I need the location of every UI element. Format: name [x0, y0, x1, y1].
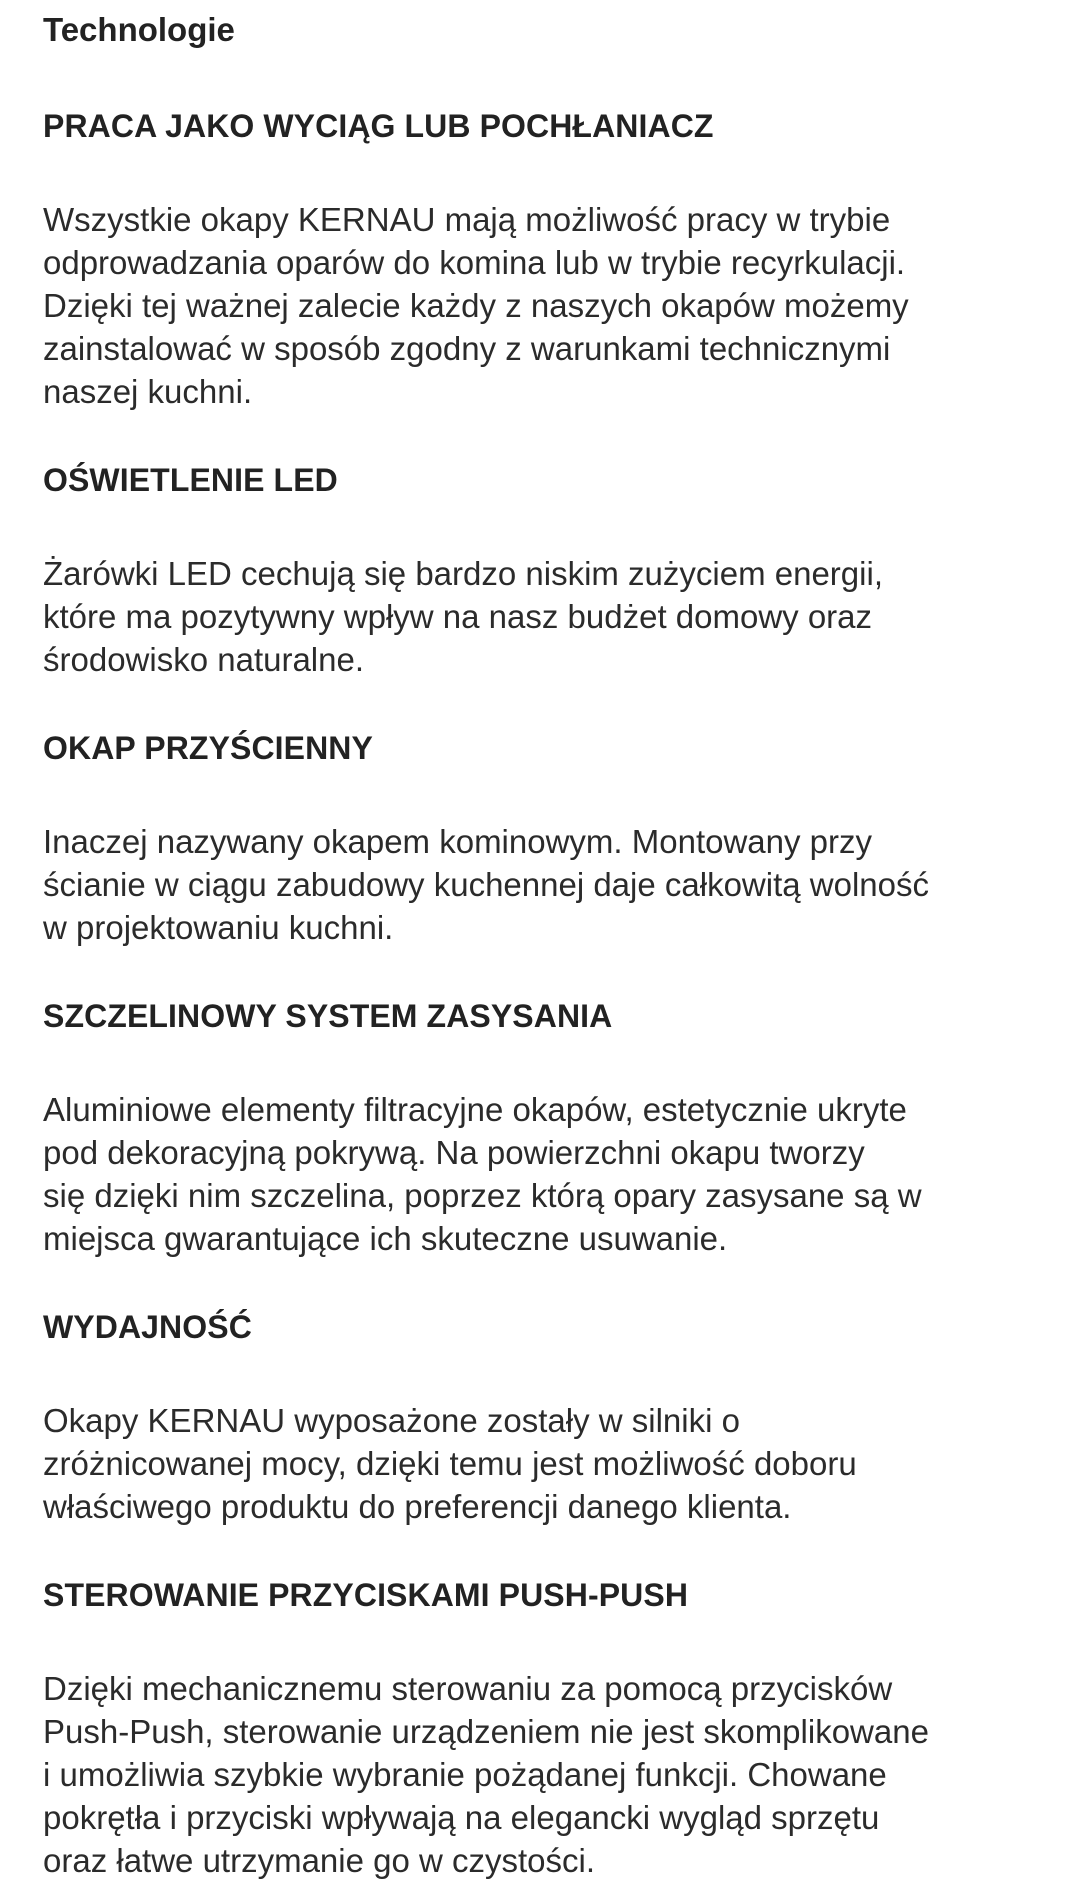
body-line: w projektowaniu kuchni.	[43, 909, 394, 946]
section-body	[43, 198, 1042, 413]
body-line: Żarówki LED cechują się bardzo niskim zużyciem energii,	[43, 555, 883, 592]
body-line: Dzięki mechanicznemu sterowaniu za pomocą przycisków	[43, 1670, 893, 1707]
body-line: miejsca gwarantujące ich skuteczne usuwanie.	[43, 1220, 728, 1257]
body-line: zainstalować w sposób zgodny z warunkami technicznymi	[43, 330, 891, 367]
body-line: środowisko naturalne.	[43, 641, 365, 678]
section-heading: STEROWANIE PRZYCISKAMI PUSH-PUSH	[43, 1577, 689, 1613]
page-title: Technologie	[43, 11, 235, 48]
section-wall-hood	[43, 726, 1042, 949]
body-line: oraz łatwe utrzymanie go w czystości.	[43, 1842, 596, 1879]
section-heading: PRACA JAKO WYCIĄG LUB POCHŁANIACZ	[43, 108, 714, 144]
body-line: naszej kuchni.	[43, 373, 253, 410]
body-line: Aluminiowe elementy filtracyjne okapów, estetycznie ukryte	[43, 1091, 907, 1128]
section-push-push-controls	[43, 1573, 1042, 1882]
body-line: i umożliwia szybkie wybranie pożądanej funkcji. Chowane	[43, 1756, 887, 1793]
section-heading: WYDAJNOŚĆ	[43, 1309, 252, 1345]
section-efficiency	[43, 1305, 1042, 1528]
body-line: które ma pozytywny wpływ na nasz budżet domowy oraz	[43, 598, 873, 635]
section-slot-suction	[43, 994, 1042, 1260]
body-line: ścianie w ciągu zabudowy kuchennej daje całkowitą wolność	[43, 866, 930, 903]
body-line: pokrętła i przyciski wpływają na elegancki wygląd sprzętu	[43, 1799, 880, 1836]
body-line: Dzięki tej ważnej zalecie każdy z naszych okapów możemy	[43, 287, 909, 324]
body-line: Inaczej nazywany okapem kominowym. Montowany przy	[43, 823, 873, 860]
section-body	[43, 552, 1042, 681]
section-heading: OŚWIETLENIE LED	[43, 462, 338, 498]
body-line: Okapy KERNAU wyposażone zostały w silniki o	[43, 1402, 740, 1439]
body-line: właściwego produktu do preferencji danego klienta.	[43, 1488, 792, 1525]
body-line: Push-Push, sterowanie urządzeniem nie jest skomplikowane	[43, 1713, 929, 1750]
body-line: Wszystkie okapy KERNAU mają możliwość pracy w trybie	[43, 201, 891, 238]
section-heading: OKAP PRZYŚCIENNY	[43, 730, 373, 766]
section-body	[43, 1667, 1042, 1882]
body-line: pod dekoracyjną pokrywą. Na powierzchni okapu tworzy	[43, 1134, 865, 1171]
section-body	[43, 1399, 1042, 1528]
section-heading: SZCZELINOWY SYSTEM ZASYSANIA	[43, 998, 613, 1034]
section-extraction-mode	[43, 104, 1042, 413]
body-line: zróżnicowanej mocy, dzięki temu jest możliwość doboru	[43, 1445, 857, 1482]
section-body	[43, 1088, 1042, 1260]
section-body	[43, 820, 1042, 949]
body-line: się dzięki nim szczelina, poprzez którą opary zasysane są w	[43, 1177, 922, 1214]
section-led-lighting	[43, 458, 1042, 681]
body-line: odprowadzania oparów do komina lub w trybie recyrkulacji.	[43, 244, 906, 281]
